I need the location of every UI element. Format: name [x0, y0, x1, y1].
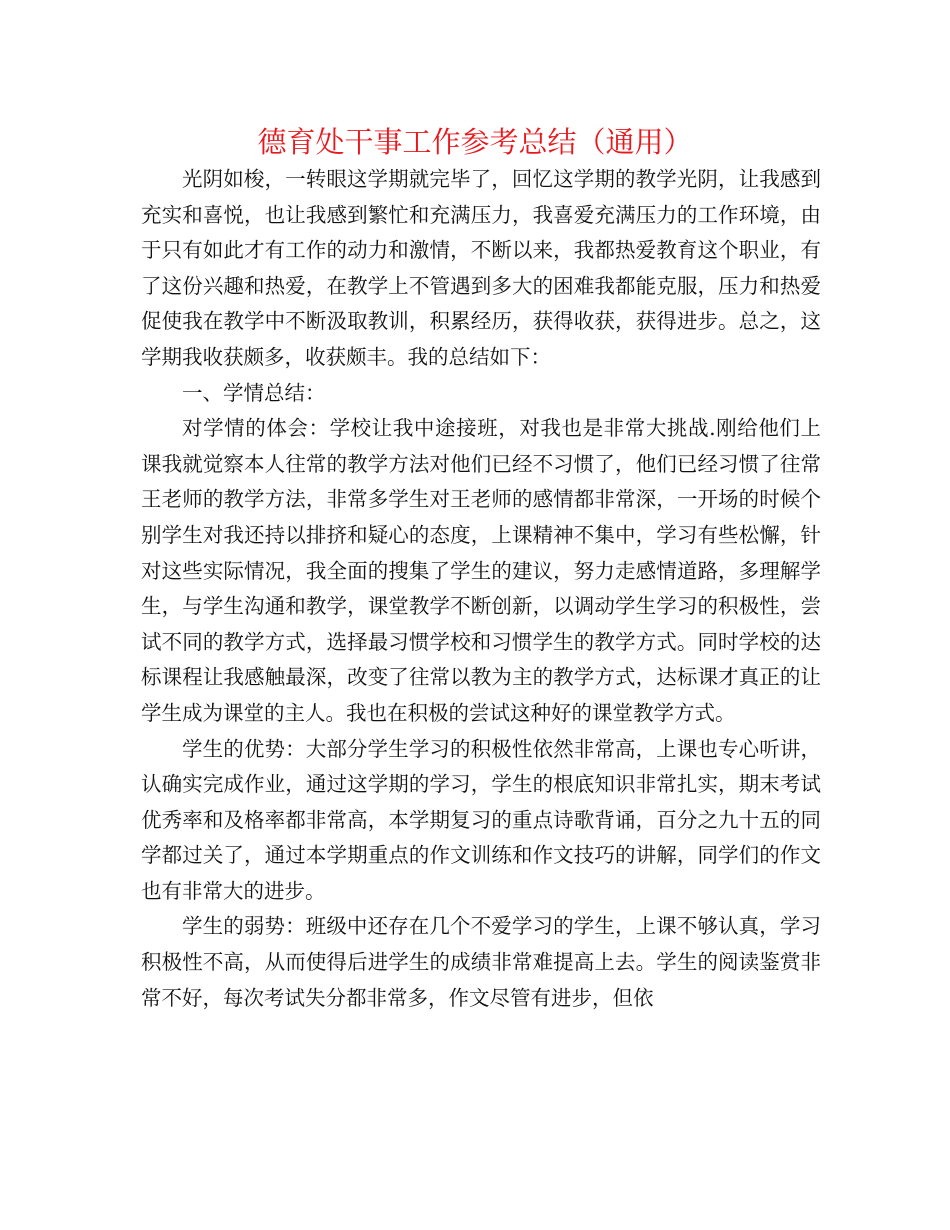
paragraph-student-strengths: 学生的优势：大部分学生学习的积极性依然非常高，上课也专心听讲，认确实完成作业，通过这学期的学习，学生的根底知识非常扎实，期末考试优秀率和及格率都非常高，本学期复习的重点诗歌背诵，百分之九十五的同学都过关了，通过本学期重点的作文训练和作文技巧的讲解，同学们的作文也有非常大的进步。	[141, 736, 821, 903]
document-title: 德育处干事工作参考总结（通用）	[257, 125, 693, 159]
paragraph-learning-experience: 对学情的体会：学校让我中途接班，对我也是非常大挑战.刚给他们上课我就觉察本人往常的教学方法对他们已经不习惯了，他们已经习惯了往常王老师的教学方法，非常多学生对王老师的感情都非常深，一开场的时候个别学生对我还持以排挤和疑心的态度，上课精神不集中，学习有些松懈，针对这些实际情况，我全面的搜集了学生的建议，努力走感情道路，多理解学生，与学生沟通和教学，课堂教学不断创新，以调动学生学习的积极性，尝试不同的教学方式，选择最习惯学校和习惯学生的教学方式。同时学校的达标课程让我感触最深，改变了往常以教为主的教学方式，达标课才真正的让学生成为课堂的主人。我也在积极的尝试这种好的课堂教学方式。	[141, 416, 821, 725]
document-body	[141, 162, 821, 1016]
section-heading-learning-summary: 一、学情总结：	[182, 380, 326, 405]
paragraph-intro: 光阴如梭，一转眼这学期就完毕了，回忆这学期的教学光阴，让我感到充实和喜悦，也让我感到繁忙和充满压力，我喜爱充满压力的工作环境，由于只有如此才有工作的动力和激情，不断以来，我都热爱教育这个职业，有了这份兴趣和热爱，在教学上不管遇到多大的困难我都能克服，压力和热爱促使我在教学中不断汲取教训，积累经历，获得收获，获得进步。总之，这学期我收获颇多，收获颇丰。我的总结如下：	[141, 167, 821, 369]
paragraph-student-weaknesses: 学生的弱势：班级中还存在几个不爱学习的学生，上课不够认真，学习积极性不高，从而使得后进学生的成绩非常难提高上去。学生的阅读鉴赏非常不好，每次考试失分都非常多，作文尽管有进步，但依	[141, 914, 821, 1010]
